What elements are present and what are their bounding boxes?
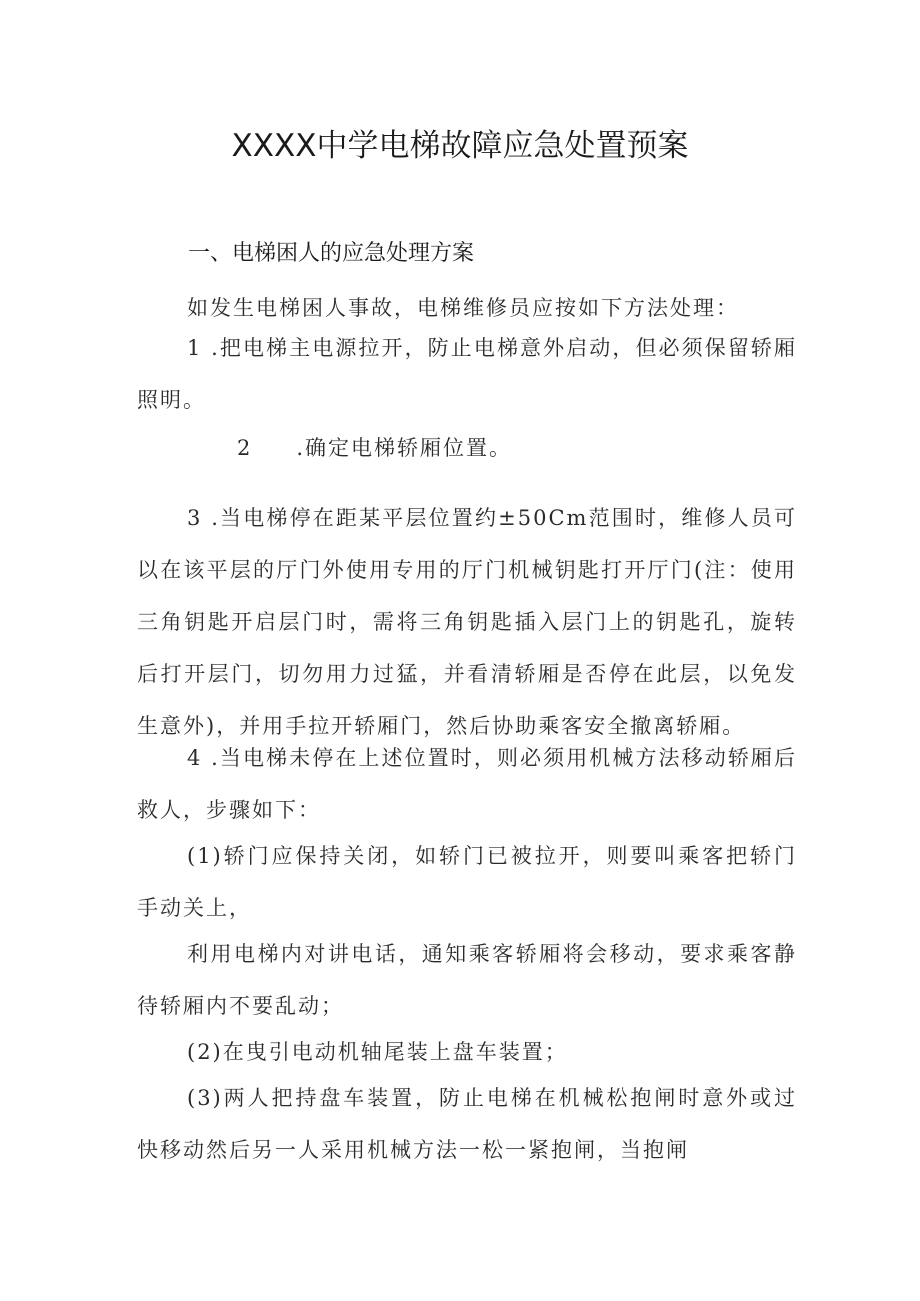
intercom-paragraph: 利用电梯内对讲电话，通知乘客轿厢将会移动，要求乘客静待轿厢内不要乱动； [137, 942, 797, 1018]
step-1-paragraph: 1 .把电梯主电源拉开，防止电梯意外启动，但必须保留轿厢照明。 [137, 336, 797, 412]
section-heading: 一、电梯困人的应急处理方案 [188, 241, 475, 266]
intro-paragraph: 如发生电梯困人事故，电梯维修员应按如下方法处理： [187, 296, 739, 320]
document-title: XXXX中学电梯故障应急处置预案 [231, 128, 689, 164]
step-3-paragraph: 3 .当电梯停在距某平层位置约±50Cm范围时，维修人员可以在该平层的厅门外使用专用的厅门机械钥匙打开厅门(注：使用三角钥匙开启层门时，需将三角钥匙插入层门上的钥匙孔，旋转后打开层门，切勿用力过猛，并看清轿厢是否停在此层，以免发生意外)，并用手拉开轿厢门，然后协助乘客安全撤离轿厢。 [137, 506, 797, 738]
step-2-paragraph [137, 422, 797, 474]
substep-3-paragraph: (3)两人把持盘车装置，防止电梯在机械松抱闸时意外或过快移动然后另一人采用机械方法一松一紧抱闸，当抱闸 [137, 1086, 797, 1162]
step-2-number: 2 [237, 436, 253, 460]
step-4-paragraph: 4 .当电梯未停在上述位置时，则必须用机械方法移动轿厢后救人，步骤如下： [137, 746, 797, 822]
step-2-text: .确定电梯轿厢位置。 [296, 436, 513, 460]
substep-1-paragraph: (1)轿门应保持关闭，如轿门已被拉开，则要叫乘客把轿门手动关上， [137, 844, 797, 920]
substep-2-paragraph: (2)在曳引电动机轴尾装上盘车装置； [187, 1040, 568, 1064]
